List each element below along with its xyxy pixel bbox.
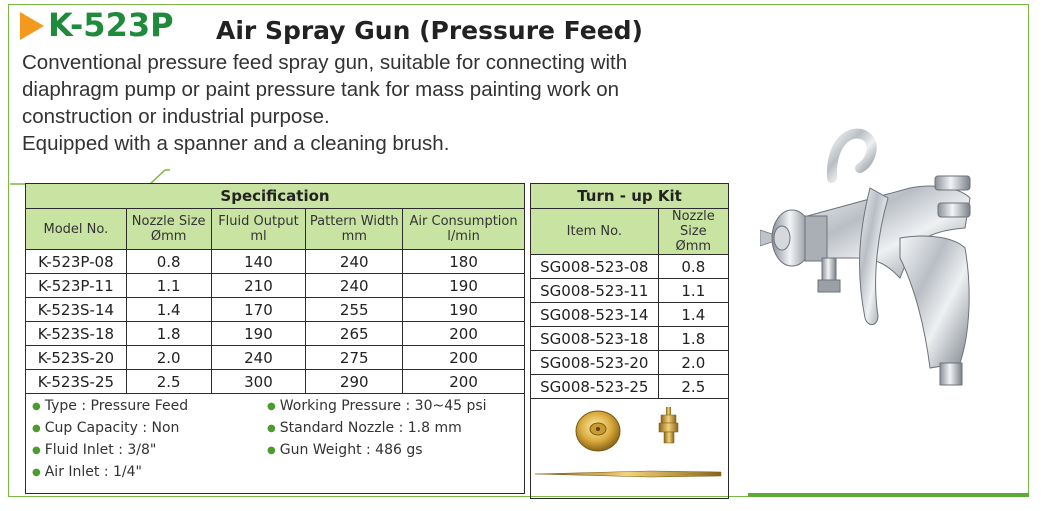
table-row: [26, 370, 525, 394]
cell: 240: [306, 274, 403, 298]
col-fluid-output: Fluid Output ml: [211, 209, 306, 250]
cell: SG008-523-18: [531, 327, 659, 351]
spray-gun-image: [760, 118, 990, 388]
model-code: K-523P: [48, 6, 174, 44]
table-row: [26, 274, 525, 298]
kit-parts-image-cell: [531, 399, 729, 499]
cell: 0.8: [658, 255, 728, 279]
cell: 170: [211, 298, 306, 322]
spec-column-headers: [26, 209, 525, 250]
cell: K-523S-25: [26, 370, 127, 394]
col-kit-nozzle-size: Nozzle Size Ømm: [658, 209, 728, 255]
cell: 290: [306, 370, 403, 394]
nozzle-icon: [659, 407, 678, 443]
list-item: ● Type : Pressure Feed: [32, 396, 267, 418]
cell: K-523P-11: [26, 274, 127, 298]
cell: SG008-523-25: [531, 375, 659, 399]
cell: 1.8: [126, 322, 211, 346]
list-item: ● Standard Nozzle : 1.8 mm: [267, 418, 487, 440]
table-row: [531, 327, 729, 351]
col-model-no: Model No.: [26, 209, 127, 250]
col-air-consumption: Air Consumption l/min: [403, 209, 525, 250]
cell: 190: [403, 274, 525, 298]
table-row: [26, 346, 525, 370]
cell: 1.8: [658, 327, 728, 351]
kit-column-headers: [531, 209, 729, 255]
cell: 0.8: [126, 250, 211, 274]
cell: 190: [211, 322, 306, 346]
cell: 210: [211, 274, 306, 298]
cell: SG008-523-14: [531, 303, 659, 327]
table-row: [531, 279, 729, 303]
product-title: Air Spray Gun (Pressure Feed): [216, 16, 643, 45]
cell: 200: [403, 322, 525, 346]
list-item: ● Air Inlet : 1/4": [32, 462, 267, 484]
cell: 240: [211, 346, 306, 370]
table-row: [26, 322, 525, 346]
product-description: [22, 49, 722, 157]
description-line: Conventional pressure feed spray gun, suitable for connecting with: [22, 51, 628, 74]
cell: 140: [211, 250, 306, 274]
cell: 1.4: [126, 298, 211, 322]
cell: 1.1: [126, 274, 211, 298]
specification-table: [25, 183, 525, 494]
cell: 275: [306, 346, 403, 370]
description-line: Equipped with a spanner and a cleaning brush.: [22, 132, 450, 155]
cell: 190: [403, 298, 525, 322]
table-row: [531, 375, 729, 399]
kit-heading: Turn - up Kit: [531, 184, 729, 209]
cell: SG008-523-08: [531, 255, 659, 279]
features-left-list: [32, 396, 267, 484]
list-item: ● Fluid Inlet : 3/8": [32, 440, 267, 462]
cell: 180: [403, 250, 525, 274]
bottom-accent-bar: [748, 493, 1029, 497]
needle-icon: [535, 471, 721, 477]
col-nozzle-size: Nozzle Size Ømm: [126, 209, 211, 250]
cell: 265: [306, 322, 403, 346]
table-row: [531, 303, 729, 327]
cell: 2.5: [658, 375, 728, 399]
features-right-list: [267, 396, 487, 484]
cell: 300: [211, 370, 306, 394]
cell: 1.4: [658, 303, 728, 327]
cell: 1.1: [658, 279, 728, 303]
description-line: construction or industrial purpose.: [22, 105, 330, 128]
table-row: [26, 298, 525, 322]
cell: K-523S-20: [26, 346, 127, 370]
table-row: [531, 255, 729, 279]
cell: 255: [306, 298, 403, 322]
list-item: ● Gun Weight : 486 gs: [267, 440, 487, 462]
list-item: ● Working Pressure : 30~45 psi: [267, 396, 487, 418]
spec-heading: Specification: [26, 184, 525, 209]
list-item: ● Cup Capacity : Non: [32, 418, 267, 440]
cell: SG008-523-20: [531, 351, 659, 375]
col-item-no: Item No.: [531, 209, 659, 255]
cell: 2.0: [658, 351, 728, 375]
kit-parts-illustration: [531, 399, 728, 494]
cell: 200: [403, 370, 525, 394]
cell: 2.5: [126, 370, 211, 394]
cell: K-523S-14: [26, 298, 127, 322]
cell: 240: [306, 250, 403, 274]
cell: K-523P-08: [26, 250, 127, 274]
col-pattern-width: Pattern Width mm: [306, 209, 403, 250]
table-row: [531, 351, 729, 375]
description-line: diaphragm pump or paint pressure tank for mass painting work on: [22, 78, 620, 101]
table-row: [26, 250, 525, 274]
cell: K-523S-18: [26, 322, 127, 346]
arrow-icon: [20, 12, 44, 40]
turn-up-kit-table: [530, 183, 729, 499]
cell: SG008-523-11: [531, 279, 659, 303]
cell: 200: [403, 346, 525, 370]
features-cell: [26, 394, 525, 494]
air-cap-icon: [576, 411, 620, 451]
cell: 2.0: [126, 346, 211, 370]
